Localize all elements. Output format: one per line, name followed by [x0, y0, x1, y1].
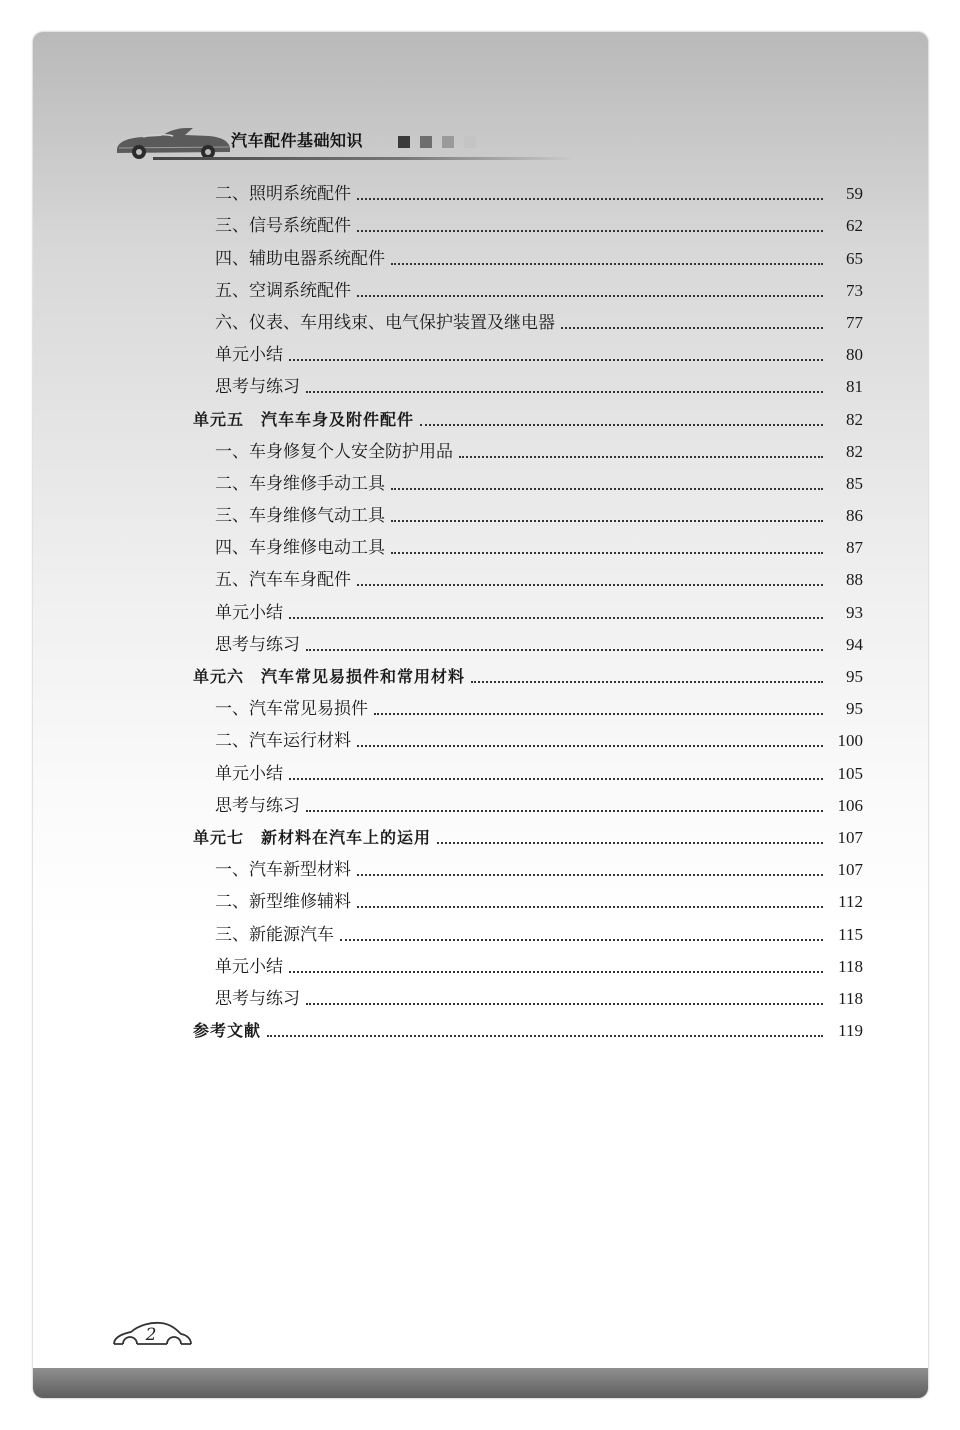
toc-unit-entry: [193, 1010, 863, 1042]
dot-leader: [357, 584, 823, 586]
toc-unit-entry: [193, 656, 863, 688]
toc-entry-title: 思考与练习: [215, 634, 300, 655]
toc-entry-page: 118: [838, 988, 863, 1008]
toc-entry-page: 100: [837, 731, 863, 751]
toc-entry: [193, 752, 863, 784]
dot-leader: [289, 617, 823, 619]
toc-entry-page: 107: [837, 860, 863, 880]
toc-entry-page: 112: [838, 892, 863, 912]
toc-entry-title: 五、空调系统配件: [215, 280, 351, 301]
toc-entry: [193, 495, 863, 527]
toc-entry-title: 二、车身维修手动工具: [215, 473, 385, 494]
header-square: [398, 136, 410, 148]
toc-entry-title: 思考与练习: [215, 377, 300, 398]
dot-leader: [289, 971, 823, 973]
toc-entry-title: 五、汽车车身配件: [215, 570, 351, 591]
header-rule: [153, 157, 573, 160]
toc-entry-title: 六、仪表、车用线束、电气保护装置及继电器: [215, 312, 555, 333]
dot-leader: [561, 327, 823, 329]
toc-entry: [193, 366, 863, 398]
toc-entry: [193, 881, 863, 913]
toc-entry-page: 73: [846, 280, 863, 300]
toc-entry-page: 105: [837, 763, 863, 783]
dot-leader: [289, 359, 823, 361]
toc-entry-page: 85: [846, 473, 863, 493]
toc-entry-page: 107: [837, 827, 863, 847]
dot-leader: [357, 295, 823, 297]
toc-entry-page: 59: [846, 184, 863, 204]
dot-leader: [289, 778, 823, 780]
book-page: [33, 32, 928, 1398]
toc-entry-title: 一、汽车常见易损件: [215, 699, 368, 720]
toc-entry-page: 94: [846, 634, 863, 654]
toc-entry-title: 一、车身修复个人安全防护用品: [215, 441, 453, 462]
toc-entry: [193, 913, 863, 945]
toc-entry-title: 单元五 汽车车身及附件配件: [193, 409, 415, 429]
dot-leader: [306, 1003, 823, 1005]
toc-entry-page: 86: [846, 506, 863, 526]
toc-entry: [193, 173, 863, 205]
toc-entry-title: 三、信号系统配件: [215, 216, 351, 237]
header-square: [420, 136, 432, 148]
toc-entry-page: 119: [838, 1021, 863, 1041]
dot-leader: [306, 810, 823, 812]
toc-entry: [193, 205, 863, 237]
toc-entry: [193, 431, 863, 463]
dot-leader: [357, 874, 823, 876]
dot-leader: [471, 681, 823, 683]
toc-entry-title: 三、车身维修气动工具: [215, 506, 385, 527]
toc-entry-page: 82: [846, 441, 863, 461]
dot-leader: [357, 198, 823, 200]
toc-entry-page: 82: [846, 409, 863, 429]
toc-entry-page: 106: [837, 795, 863, 815]
dot-leader: [357, 906, 823, 908]
toc-entry: [193, 720, 863, 752]
toc-entry-title: 一、汽车新型材料: [215, 860, 351, 881]
toc-entry-title: 单元六 汽车常见易损件和常用材料: [193, 667, 466, 686]
bottom-bar: [33, 1368, 928, 1398]
toc-entry-title: 四、车身维修电动工具: [215, 538, 385, 559]
toc-entry-title: 单元小结: [215, 345, 283, 366]
toc-entry: [193, 237, 863, 269]
toc-entry-page: 62: [846, 216, 863, 236]
toc-entry: [193, 591, 863, 623]
dot-leader: [437, 842, 823, 844]
header-squares: [398, 136, 476, 148]
toc-entry-page: 81: [846, 377, 863, 397]
toc-entry: [193, 849, 863, 881]
toc-entry-title: 思考与练习: [215, 988, 300, 1009]
toc-entry: [193, 270, 863, 302]
toc-entry-title: 单元七 新材料在汽车上的运用: [193, 827, 432, 847]
dot-leader: [391, 520, 823, 522]
toc-entry-page: 93: [846, 602, 863, 622]
header-title: 汽车配件基础知识: [231, 131, 364, 150]
toc-entry: [193, 624, 863, 656]
header-square: [464, 136, 476, 148]
toc-entry: [193, 946, 863, 978]
toc-entry-title: 三、新能源汽车: [215, 924, 334, 945]
toc-entry-page: 115: [838, 924, 863, 944]
toc-entry-title: 单元小结: [215, 956, 283, 977]
toc-entry-title: 参考文献: [193, 1021, 262, 1041]
toc-entry: [193, 334, 863, 366]
toc-entry-title: 二、新型维修辅料: [215, 892, 351, 913]
dot-leader: [391, 552, 823, 554]
header-square: [442, 136, 454, 148]
dot-leader: [420, 424, 823, 426]
toc-entry-page: 80: [846, 345, 863, 365]
toc-entry: [193, 463, 863, 495]
toc-entry-title: 单元小结: [215, 763, 283, 784]
dot-leader: [357, 745, 823, 747]
page-number: 2: [145, 1325, 157, 1345]
toc-entry-page: 88: [846, 570, 863, 590]
dot-leader: [374, 713, 823, 715]
toc-entry-page: 87: [846, 538, 863, 558]
toc-entry: [193, 688, 863, 720]
running-header: [113, 122, 553, 162]
dot-leader: [267, 1035, 823, 1037]
dot-leader: [459, 456, 823, 458]
dot-leader: [340, 939, 823, 941]
dot-leader: [391, 488, 823, 490]
convertible-car-icon: [113, 122, 233, 162]
toc-entry-page: 118: [838, 956, 863, 976]
toc-entry: [193, 978, 863, 1010]
toc-entry-title: 四、辅助电器系统配件: [215, 248, 385, 269]
toc-entry: [193, 559, 863, 591]
toc-unit-entry: [193, 398, 863, 430]
toc-entry-title: 二、汽车运行材料: [215, 731, 351, 752]
dot-leader: [357, 230, 823, 232]
toc-entry-page: 65: [846, 248, 863, 268]
toc-entry-title: 思考与练习: [215, 795, 300, 816]
toc-entry-page: 77: [846, 312, 863, 332]
toc-entry: [193, 302, 863, 334]
toc-entry: [193, 785, 863, 817]
toc-entry-title: 二、照明系统配件: [215, 184, 351, 205]
table-of-contents: [193, 173, 863, 1042]
toc-entry-page: 95: [846, 699, 863, 719]
toc-entry: [193, 527, 863, 559]
dot-leader: [306, 391, 823, 393]
dot-leader: [391, 263, 823, 265]
toc-entry-page: 95: [846, 667, 863, 686]
toc-unit-entry: [193, 817, 863, 849]
toc-entry-title: 单元小结: [215, 602, 283, 623]
dot-leader: [306, 649, 823, 651]
